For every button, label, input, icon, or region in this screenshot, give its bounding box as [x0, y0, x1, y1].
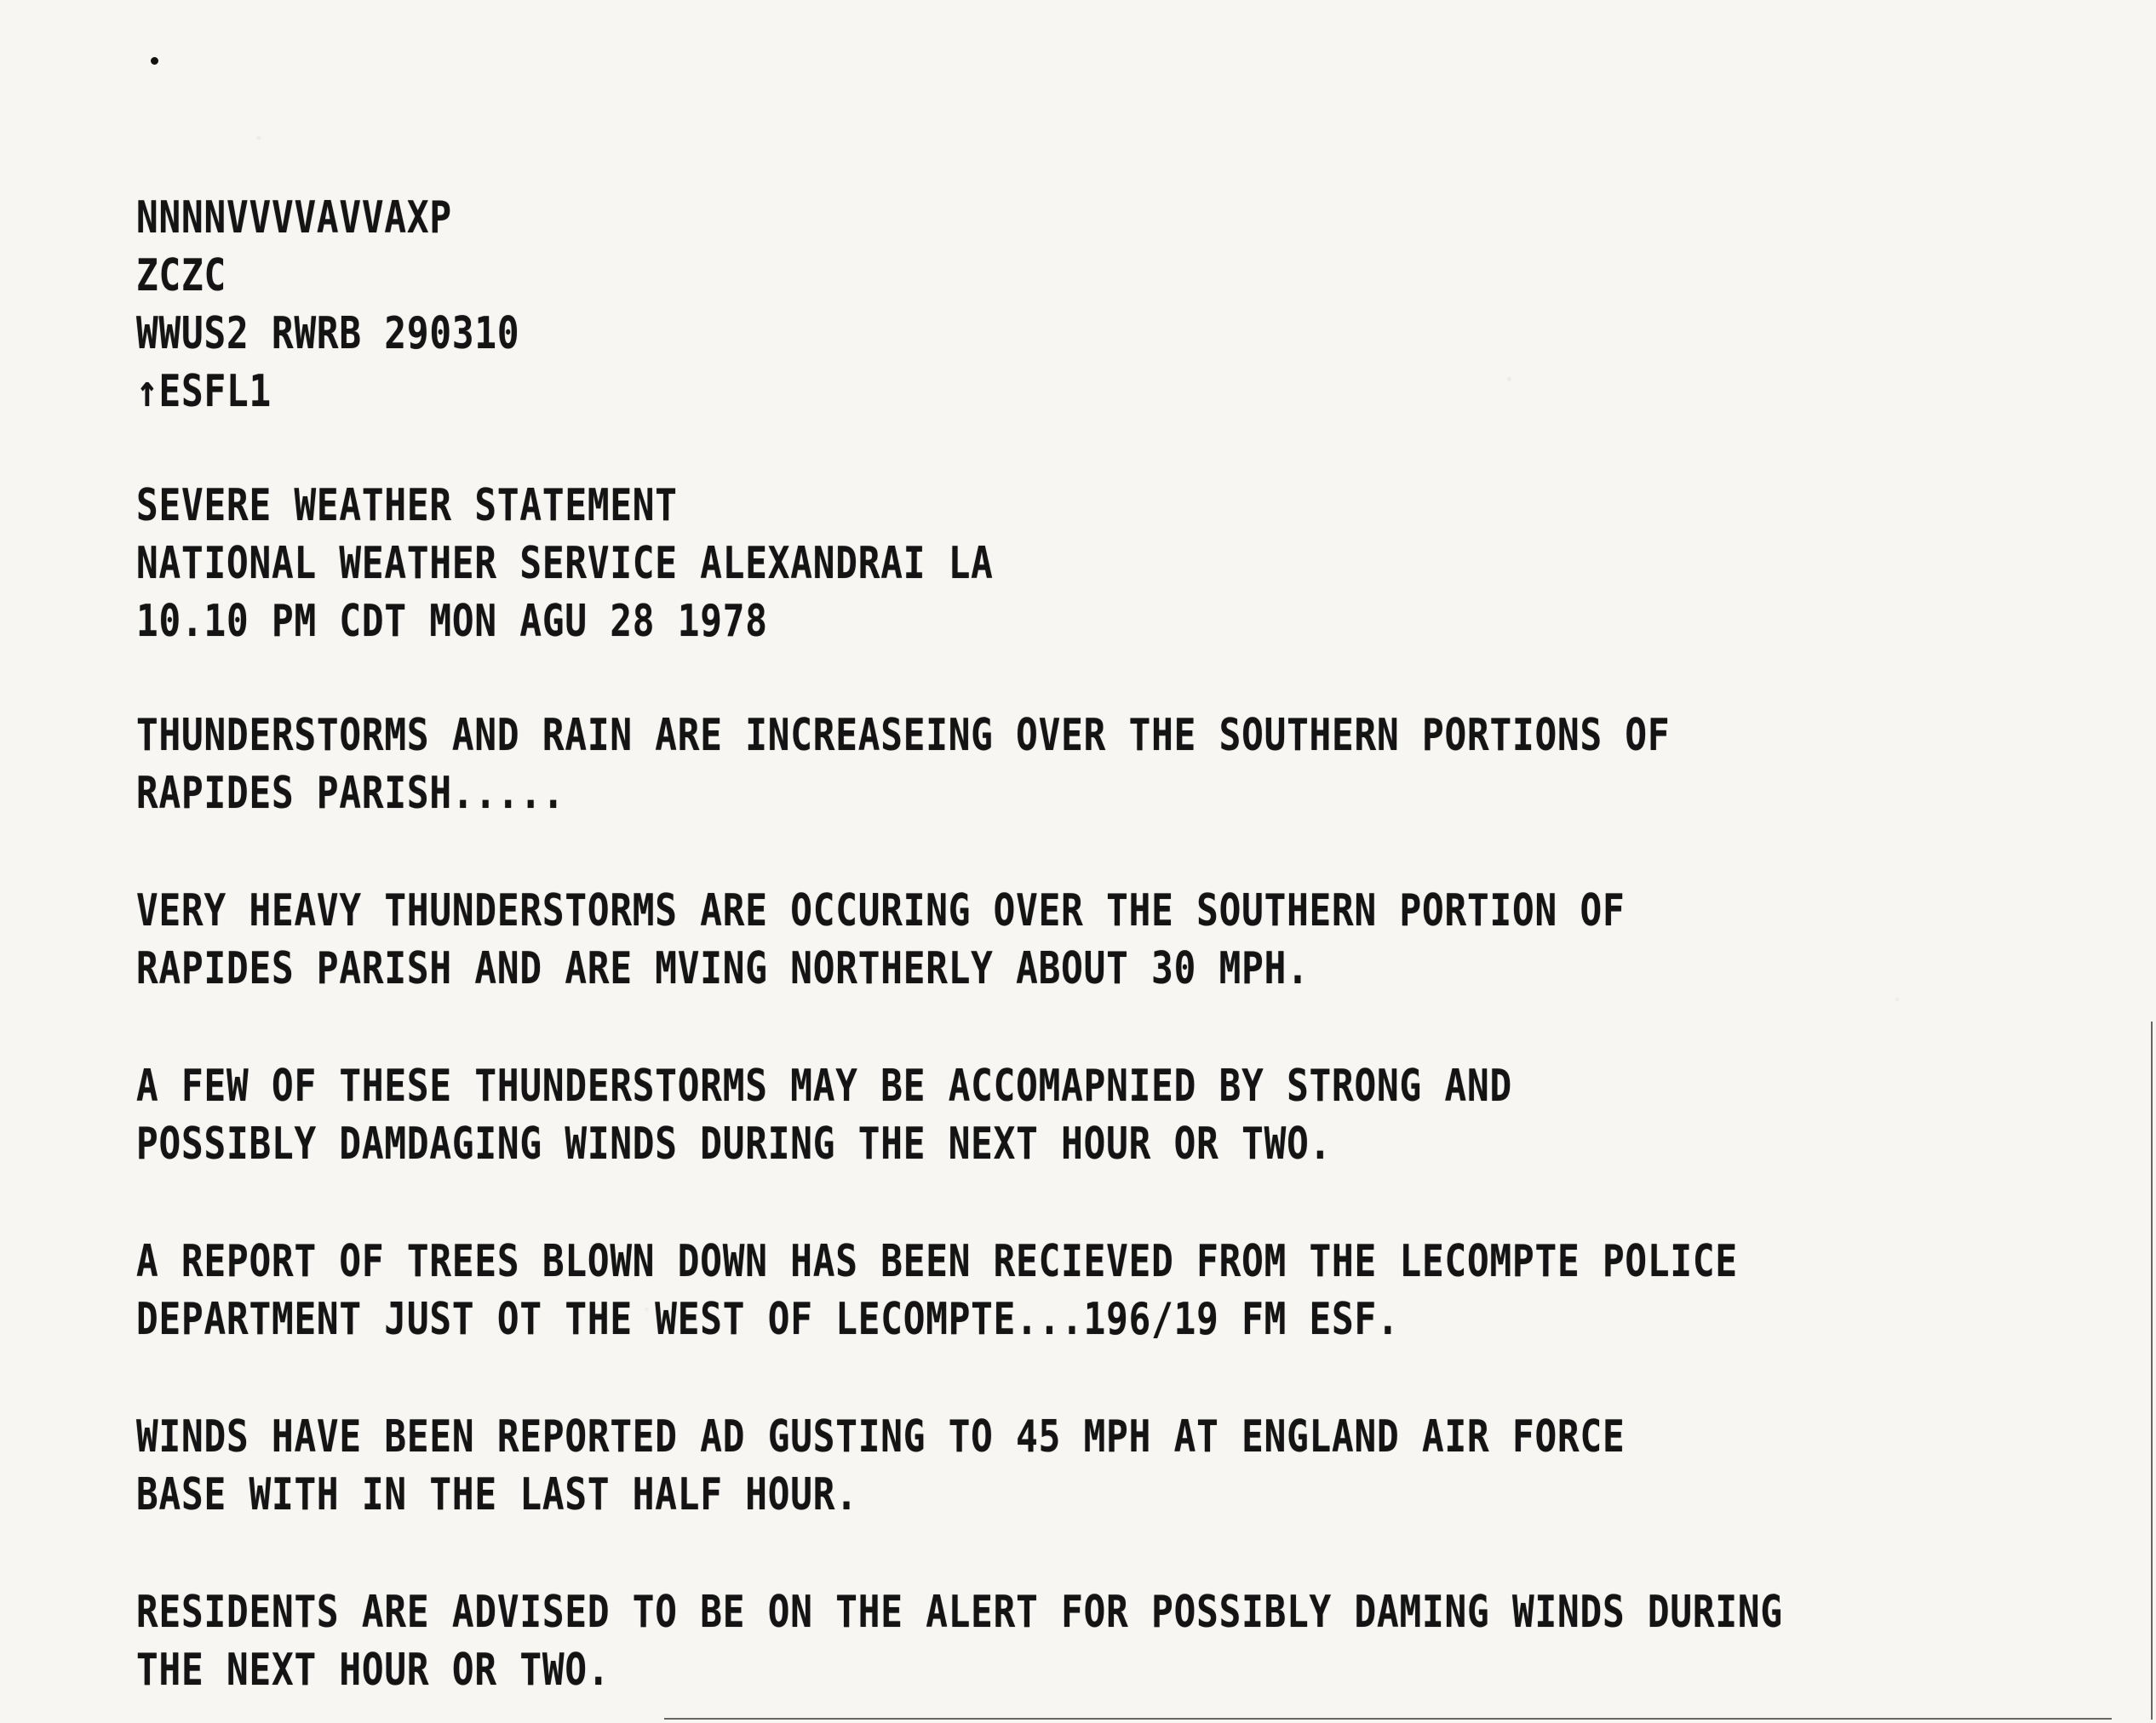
teletype-message — [136, 189, 2027, 1699]
statement-datetime: 10.10 PM CDT MON AGU 28 1978 — [136, 596, 768, 647]
header-line-3: WWUS2 RWRB 290310 — [136, 308, 520, 359]
paragraph — [136, 882, 2027, 998]
paragraph-line: POSSIBLY DAMDAGING WINDS DURING THE NEXT HOUR OR TWO. — [136, 1119, 1333, 1170]
paragraph-line: A REPORT OF TREES BLOWN DOWN HAS BEEN RECIEVED FROM THE LECOMPTE POLICE — [136, 1236, 1738, 1287]
paragraph — [136, 1583, 2027, 1699]
statement-title: SEVERE WEATHER STATEMENT — [136, 480, 678, 531]
paragraph-line: RAPIDES PARISH..... — [136, 768, 565, 819]
paragraph-line: A FEW OF THESE THUNDERSTORMS MAY BE ACCOMAPNIED BY STRONG AND — [136, 1061, 1512, 1112]
header-line-2: ZCZC — [136, 250, 226, 301]
statement-heading — [136, 477, 2027, 650]
header-line-1: NNNNVVVVAVVAXP — [136, 192, 452, 243]
paragraph-line: BASE WITH IN THE LAST HALF HOUR. — [136, 1469, 858, 1520]
paragraph-line: DEPARTMENT JUST OT THE WEST OF LECOMPTE...196/19 FM ESF. — [136, 1294, 1400, 1345]
paper-speck — [151, 57, 158, 65]
statement-office: NATIONAL WEATHER SERVICE ALEXANDRAI LA — [136, 538, 994, 589]
paragraph — [136, 1233, 2027, 1348]
paragraph — [136, 707, 2027, 822]
paper-edge-bottom — [664, 1718, 2112, 1720]
header-line-4: ↑ESFL1 — [136, 366, 272, 417]
paragraph-line: THUNDERSTORMS AND RAIN ARE INCREASEING OVER THE SOUTHERN PORTIONS OF — [136, 710, 1671, 761]
paragraph-line: RAPIDES PARISH AND ARE MVING NORTHERLY ABOUT 30 MPH. — [136, 943, 1310, 994]
paragraph-line: WINDS HAVE BEEN REPORTED AD GUSTING TO 45 MPH AT ENGLAND AIR FORCE — [136, 1411, 1626, 1463]
paragraph — [136, 1057, 2027, 1173]
paragraph-line: VERY HEAVY THUNDERSTORMS ARE OCCURING OVER THE SOUTHERN PORTION OF — [136, 885, 1626, 936]
paragraph-line: THE NEXT HOUR OR TWO. — [136, 1645, 611, 1696]
paragraph-line: RESIDENTS ARE ADVISED TO BE ON THE ALERT FOR POSSIBLY DAMING WINDS DURING — [136, 1587, 1783, 1638]
paper-edge-right — [2151, 1022, 2153, 1720]
paragraph — [136, 1408, 2027, 1524]
routing-header — [136, 189, 2027, 421]
